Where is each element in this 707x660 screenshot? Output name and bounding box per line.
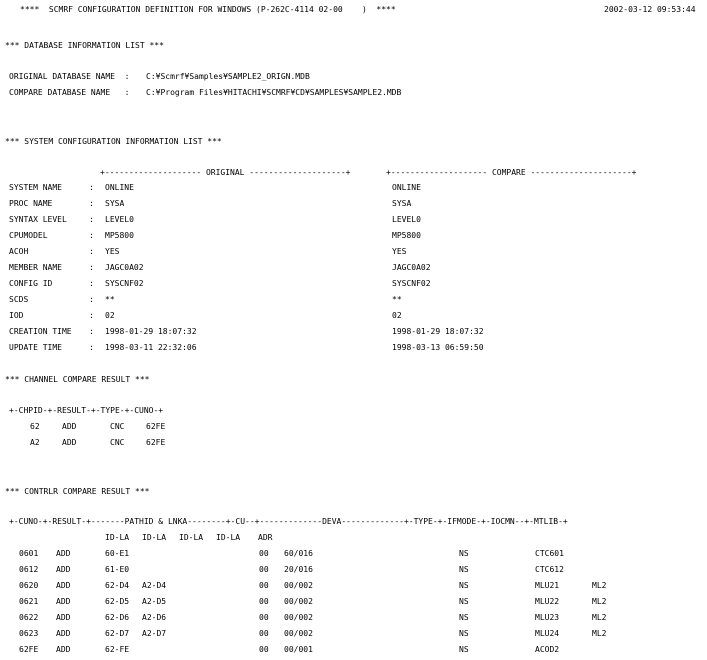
config-row-label: MEMBER NAME bbox=[9, 263, 62, 272]
config-row-compare: 02 bbox=[392, 311, 402, 320]
config-row-separator: : bbox=[89, 247, 94, 256]
contrlr-path1-cell: 62-D7 bbox=[105, 629, 130, 638]
report-timestamp: 2002-03-12 09:53:44 bbox=[604, 5, 696, 14]
config-row-compare: SYSCNF02 bbox=[392, 279, 431, 288]
contrlr-path1-cell: 60-E1 bbox=[105, 549, 130, 558]
contrlr-type-cell: NS bbox=[459, 581, 469, 590]
contrlr-cuno-cell: 0621 bbox=[19, 597, 39, 606]
contrlr-compare-heading: *** CONTRLR COMPARE RESULT *** bbox=[5, 487, 150, 496]
config-row-original: 02 bbox=[105, 311, 115, 320]
config-row-label: ACOH bbox=[9, 247, 29, 256]
contrlr-mtlib-cell: ML2 bbox=[592, 629, 607, 638]
original-db-value: C:¥Scmrf¥Samples¥SAMPLE2_ORIGN.MDB bbox=[146, 72, 310, 81]
contrlr-path1-cell: 62-FE bbox=[105, 645, 130, 654]
contrlr-table-header: +-CUNO-+-RESULT-+-------PATHID & LNKA--------+-CU--+-------------DEVA-------------+-TYPE-+-IFMODE-+-IOCMN--+-MTLIB-+ bbox=[9, 517, 568, 526]
contrlr-mtlib-cell: ML2 bbox=[592, 597, 607, 606]
config-row-original: YES bbox=[105, 247, 120, 256]
config-row-separator: : bbox=[89, 215, 94, 224]
config-row-original: ** bbox=[105, 295, 115, 304]
channel-cuno-cell: 62FE bbox=[146, 438, 166, 447]
channel-result-cell: ADD bbox=[62, 438, 77, 447]
channel-type-cell: CNC bbox=[110, 422, 125, 431]
contrlr-iocmn-cell: MLU23 bbox=[535, 613, 560, 622]
config-row-label: PROC NAME bbox=[9, 199, 53, 208]
contrlr-iocmn-cell: MLU22 bbox=[535, 597, 560, 606]
contrlr-deva-cell: 60/016 bbox=[284, 549, 313, 558]
config-row-label: SYNTAX LEVEL bbox=[9, 215, 67, 224]
contrlr-result-cell: ADD bbox=[56, 597, 71, 606]
cu-subheader: ADR bbox=[258, 533, 273, 542]
system-config-heading: *** SYSTEM CONFIGURATION INFORMATION LIST *** bbox=[5, 137, 222, 146]
contrlr-type-cell: NS bbox=[459, 629, 469, 638]
config-row-label: CONFIG ID bbox=[9, 279, 53, 288]
config-row-original: MP5800 bbox=[105, 231, 134, 240]
channel-result-cell: ADD bbox=[62, 422, 77, 431]
config-row-separator: : bbox=[89, 199, 94, 208]
contrlr-iocmn-cell: CTC612 bbox=[535, 565, 564, 574]
contrlr-cuno-cell: 0612 bbox=[19, 565, 39, 574]
original-db-label: ORIGINAL DATABASE NAME : bbox=[9, 72, 130, 81]
contrlr-mtlib-cell: ML2 bbox=[592, 581, 607, 590]
config-row-compare: ** bbox=[392, 295, 402, 304]
config-row-original: SYSA bbox=[105, 199, 125, 208]
contrlr-iocmn-cell: MLU24 bbox=[535, 629, 560, 638]
contrlr-cuno-cell: 0623 bbox=[19, 629, 39, 638]
contrlr-deva-cell: 00/002 bbox=[284, 597, 313, 606]
contrlr-path1-cell: 61-E0 bbox=[105, 565, 130, 574]
config-row-label: CPUMODEL bbox=[9, 231, 48, 240]
config-row-compare: MP5800 bbox=[392, 231, 421, 240]
contrlr-deva-cell: 00/001 bbox=[284, 645, 313, 654]
channel-chpid-cell: 62 bbox=[30, 422, 40, 431]
pathid-subheader-2: ID-LA bbox=[142, 533, 167, 542]
contrlr-cuno-cell: 0601 bbox=[19, 549, 39, 558]
config-row-separator: : bbox=[89, 295, 94, 304]
config-row-label: SYSTEM NAME bbox=[9, 183, 62, 192]
channel-table-header: +-CHPID-+-RESULT-+-TYPE-+-CUNO-+ bbox=[9, 406, 164, 415]
contrlr-result-cell: ADD bbox=[56, 581, 71, 590]
compare-db-value: C:¥Program Files¥HITACHI¥SCMRF¥CD¥SAMPLES¥SAMPLE2.MDB bbox=[146, 88, 402, 97]
contrlr-path1-cell: 62-D4 bbox=[105, 581, 130, 590]
contrlr-cu-cell: 00 bbox=[259, 565, 269, 574]
config-row-original: LEVEL0 bbox=[105, 215, 134, 224]
contrlr-path2-cell: A2-D4 bbox=[142, 581, 167, 590]
contrlr-path1-cell: 62-D6 bbox=[105, 613, 130, 622]
contrlr-result-cell: ADD bbox=[56, 549, 71, 558]
contrlr-cuno-cell: 62FE bbox=[19, 645, 39, 654]
config-row-compare: SYSA bbox=[392, 199, 412, 208]
config-row-separator: : bbox=[89, 263, 94, 272]
config-row-original: SYSCNF02 bbox=[105, 279, 144, 288]
config-row-original: JAGC0A02 bbox=[105, 263, 144, 272]
contrlr-result-cell: ADD bbox=[56, 613, 71, 622]
contrlr-path2-cell: A2-D6 bbox=[142, 613, 167, 622]
contrlr-result-cell: ADD bbox=[56, 629, 71, 638]
pathid-subheader-1: ID-LA bbox=[105, 533, 130, 542]
contrlr-iocmn-cell: CTC601 bbox=[535, 549, 564, 558]
config-row-separator: : bbox=[89, 279, 94, 288]
contrlr-type-cell: NS bbox=[459, 565, 469, 574]
config-row-compare: LEVEL0 bbox=[392, 215, 421, 224]
config-row-separator: : bbox=[89, 343, 94, 352]
config-row-label: SCDS bbox=[9, 295, 29, 304]
config-row-separator: : bbox=[89, 183, 94, 192]
config-row-separator: : bbox=[89, 231, 94, 240]
contrlr-deva-cell: 00/002 bbox=[284, 613, 313, 622]
contrlr-path1-cell: 62-D5 bbox=[105, 597, 130, 606]
contrlr-cu-cell: 00 bbox=[259, 549, 269, 558]
contrlr-deva-cell: 00/002 bbox=[284, 629, 313, 638]
config-row-label: UPDATE TIME bbox=[9, 343, 62, 352]
config-row-original: ONLINE bbox=[105, 183, 134, 192]
contrlr-path2-cell: A2-D5 bbox=[142, 597, 167, 606]
config-row-compare: 1998-03-13 06:59:50 bbox=[392, 343, 484, 352]
contrlr-cu-cell: 00 bbox=[259, 629, 269, 638]
config-row-compare: 1998-01-29 18:07:32 bbox=[392, 327, 484, 336]
contrlr-cuno-cell: 0620 bbox=[19, 581, 39, 590]
config-row-compare: JAGC0A02 bbox=[392, 263, 431, 272]
config-row-separator: : bbox=[89, 311, 94, 320]
config-row-label: IOD bbox=[9, 311, 24, 320]
contrlr-deva-cell: 20/016 bbox=[284, 565, 313, 574]
contrlr-iocmn-cell: ACOD2 bbox=[535, 645, 560, 654]
contrlr-iocmn-cell: MLU21 bbox=[535, 581, 560, 590]
compare-db-label: COMPARE DATABASE NAME : bbox=[9, 88, 130, 97]
config-row-separator: : bbox=[89, 327, 94, 336]
config-row-compare: YES bbox=[392, 247, 407, 256]
contrlr-cuno-cell: 0622 bbox=[19, 613, 39, 622]
config-row-label: CREATION TIME bbox=[9, 327, 72, 336]
contrlr-type-cell: NS bbox=[459, 597, 469, 606]
config-row-original: 1998-03-11 22:32:06 bbox=[105, 343, 197, 352]
contrlr-type-cell: NS bbox=[459, 613, 469, 622]
contrlr-path2-cell: A2-D7 bbox=[142, 629, 167, 638]
pathid-subheader-3: ID-LA bbox=[179, 533, 204, 542]
database-info-heading: *** DATABASE INFORMATION LIST *** bbox=[5, 41, 164, 50]
contrlr-cu-cell: 00 bbox=[259, 613, 269, 622]
config-row-compare: ONLINE bbox=[392, 183, 421, 192]
contrlr-result-cell: ADD bbox=[56, 645, 71, 654]
contrlr-type-cell: NS bbox=[459, 549, 469, 558]
contrlr-result-cell: ADD bbox=[56, 565, 71, 574]
contrlr-cu-cell: 00 bbox=[259, 645, 269, 654]
contrlr-type-cell: NS bbox=[459, 645, 469, 654]
contrlr-cu-cell: 00 bbox=[259, 581, 269, 590]
report-title: **** SCMRF CONFIGURATION DEFINITION FOR WINDOWS (P-262C-4114 02-00 ) **** bbox=[20, 5, 396, 14]
pathid-subheader-4: ID-LA bbox=[216, 533, 241, 542]
channel-compare-heading: *** CHANNEL COMPARE RESULT *** bbox=[5, 375, 150, 384]
contrlr-deva-cell: 00/002 bbox=[284, 581, 313, 590]
channel-type-cell: CNC bbox=[110, 438, 125, 447]
config-row-original: 1998-01-29 18:07:32 bbox=[105, 327, 197, 336]
contrlr-mtlib-cell: ML2 bbox=[592, 613, 607, 622]
compare-column-header: +-------------------- COMPARE ---------------------+ bbox=[386, 168, 637, 177]
contrlr-cu-cell: 00 bbox=[259, 597, 269, 606]
channel-cuno-cell: 62FE bbox=[146, 422, 166, 431]
original-column-header: +-------------------- ORIGINAL --------------------+ bbox=[100, 168, 351, 177]
channel-chpid-cell: A2 bbox=[30, 438, 40, 447]
